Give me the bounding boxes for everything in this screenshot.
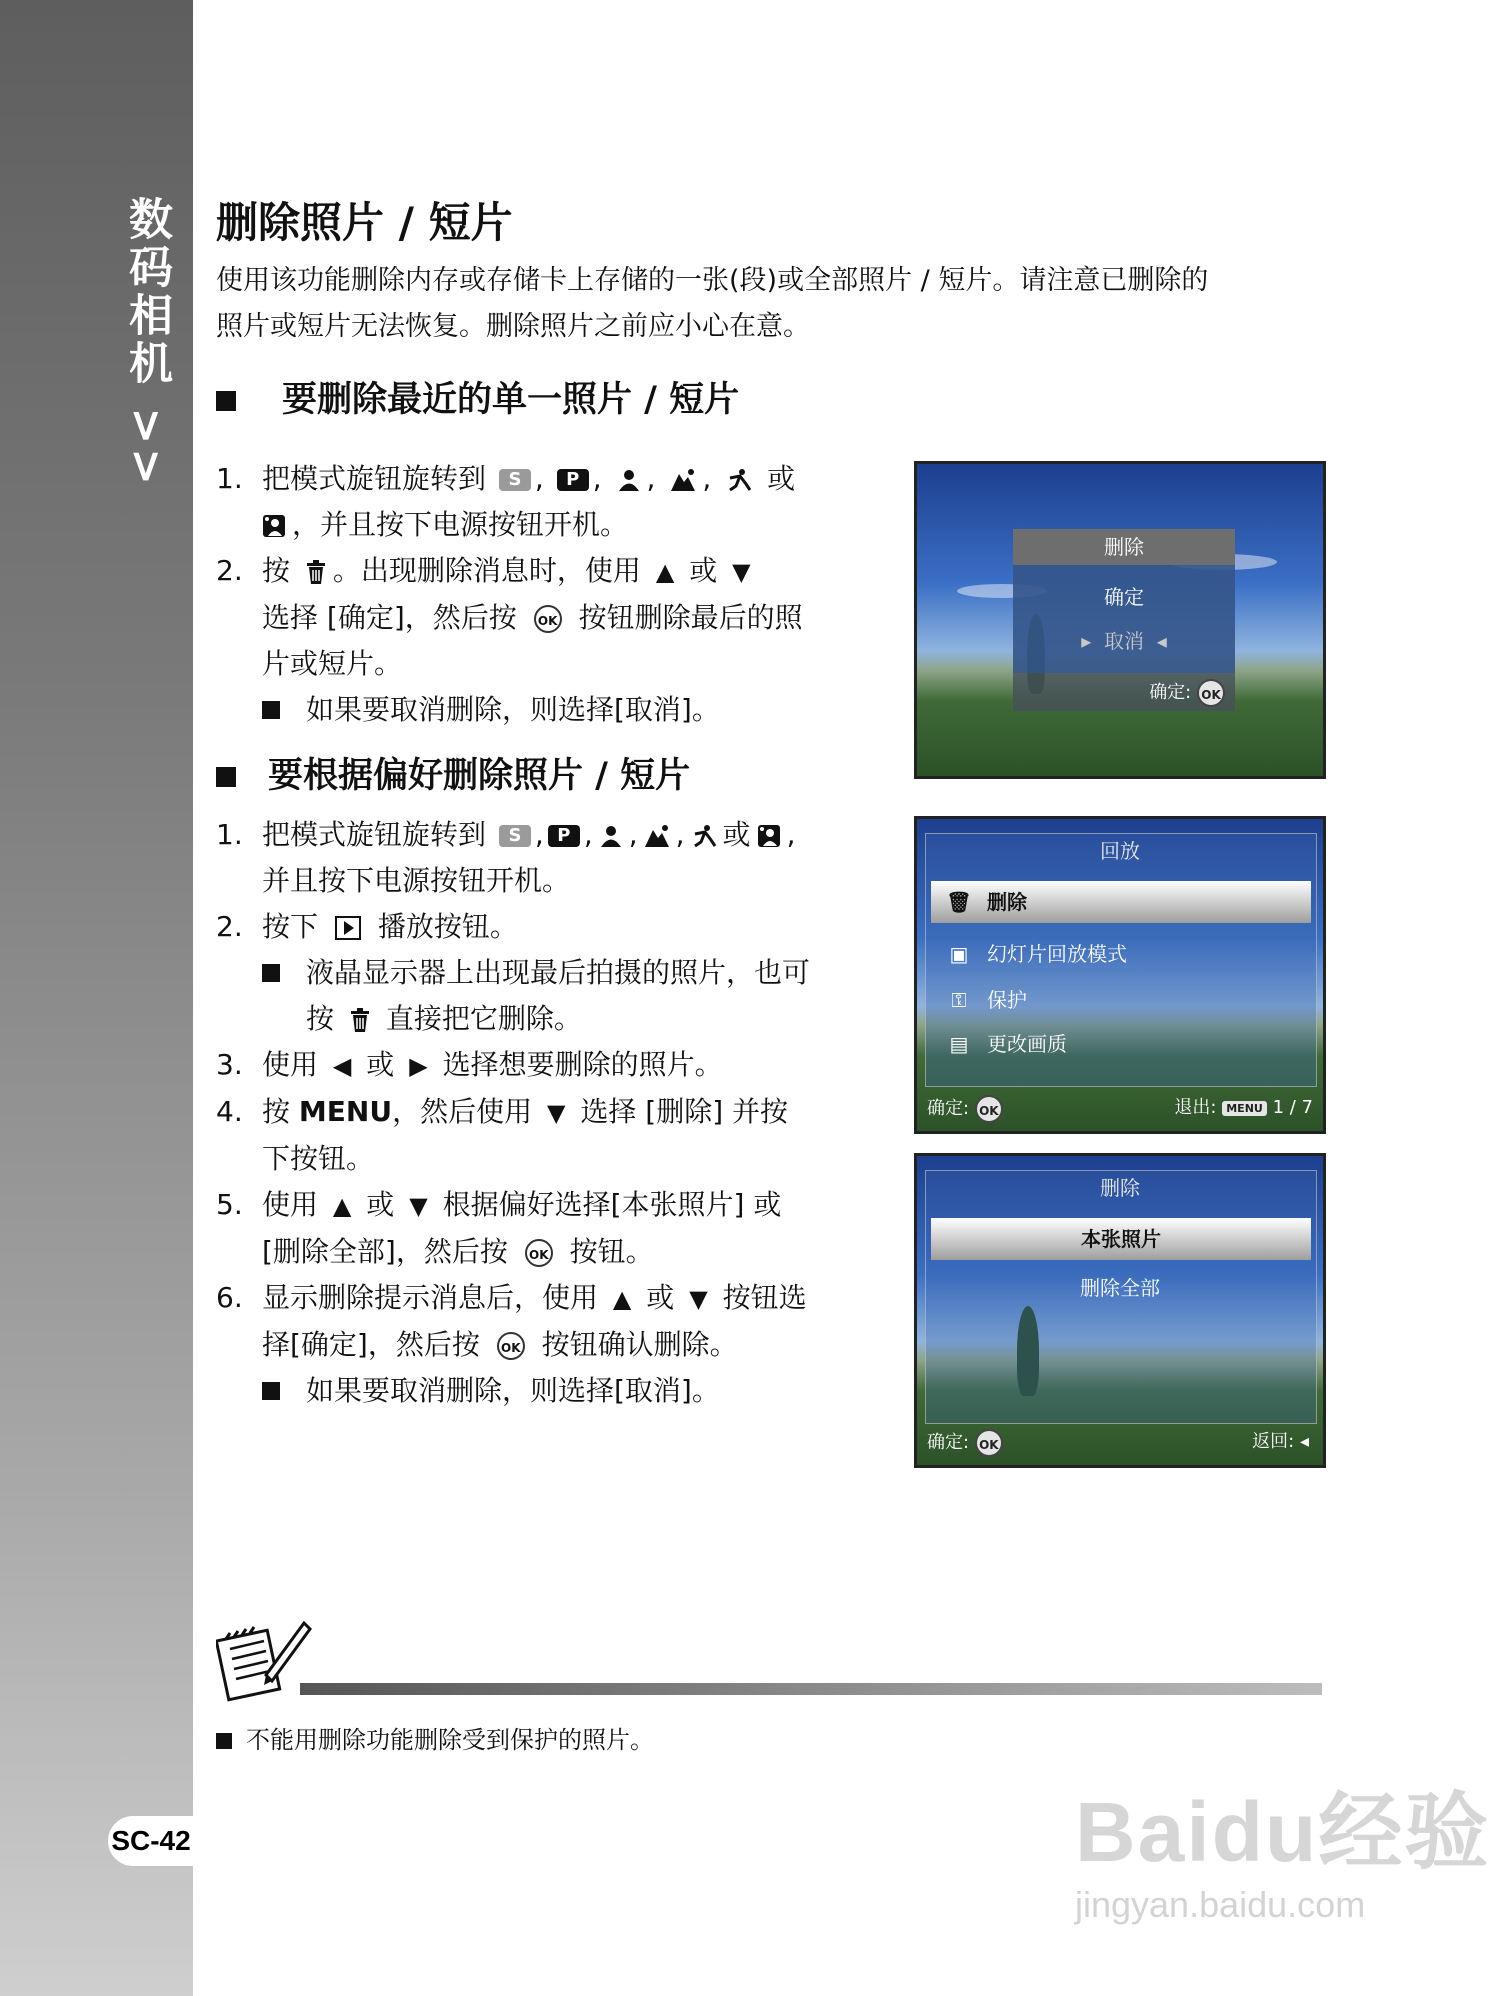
- step-text: 按: [262, 1095, 291, 1128]
- section-heading-single: [216, 372, 739, 422]
- step-text: 选择 [删除] 并按下按钮。: [262, 1095, 789, 1175]
- mode-s-icon: S: [499, 469, 531, 491]
- menu-item-protect[interactable]: [931, 983, 1027, 1017]
- dialog-body: [1013, 565, 1235, 673]
- step-text: 或: [646, 1281, 675, 1314]
- step-number: 1.: [216, 462, 243, 495]
- menu-item-label: 幻灯片回放模式: [987, 942, 1127, 966]
- note-item: [262, 1368, 816, 1414]
- step: [216, 548, 816, 687]
- screen-delete-menu: [914, 1153, 1326, 1468]
- ok-button-icon: OK: [534, 605, 562, 633]
- portrait-icon: [599, 824, 623, 848]
- left-arrow-icon: ◀: [332, 1052, 352, 1080]
- ok-button-icon[interactable]: OK: [975, 1429, 1003, 1457]
- sidebar: [0, 0, 193, 1996]
- menu-item-label: 更改画质: [987, 1032, 1067, 1056]
- screen-playback-menu: [914, 816, 1326, 1134]
- step-text: 按钮确认删除。: [541, 1328, 738, 1361]
- mode-p-icon: P: [557, 469, 589, 491]
- menu-item-delete[interactable]: [931, 881, 1311, 923]
- play-icon: [335, 916, 361, 940]
- menu-item-quality[interactable]: [931, 1027, 1067, 1061]
- step-text: 。出现删除消息时，使用: [332, 554, 641, 587]
- footer-label: 确定:: [1149, 682, 1192, 703]
- page-number: SC-42: [108, 1816, 194, 1866]
- watermark-logo: Baidu经验: [1075, 1785, 1491, 1879]
- footer-label: 确定:: [927, 1098, 970, 1119]
- screen-delete-confirm: [914, 461, 1326, 779]
- key-icon: ⚿: [951, 988, 967, 1012]
- step-number: 2.: [216, 554, 243, 587]
- step-text: 或: [366, 1048, 395, 1081]
- step: [216, 1275, 816, 1368]
- page-title: 删除照片 / 短片: [216, 198, 513, 247]
- step-text: 根据偏好选择[本张照片] 或[删除全部]，然后按: [262, 1188, 782, 1268]
- menu-title: 删除: [1100, 1176, 1140, 1200]
- section-heading-text: 要删除最近的单一照片 / 短片: [282, 380, 740, 420]
- up-arrow-icon: ▲: [332, 1192, 352, 1220]
- night-portrait-icon: [262, 514, 286, 538]
- note-text: 如果要取消删除，则选择[取消]。: [306, 1374, 720, 1407]
- step-text: 播放按钮。: [377, 910, 518, 943]
- step-text: 或: [689, 554, 718, 587]
- step: [216, 904, 816, 950]
- step-number: 1.: [216, 818, 243, 851]
- ok-button-icon[interactable]: OK: [975, 1095, 1003, 1123]
- step-text: 或: [722, 818, 751, 851]
- down-arrow-icon: ▼: [689, 1285, 708, 1313]
- page-indicator: 1 / 7: [1272, 1097, 1313, 1118]
- menu-key-text: MENU: [298, 1095, 393, 1128]
- down-arrow-icon: ▼: [732, 558, 751, 586]
- down-arrow-icon: ▼: [547, 1099, 566, 1127]
- step-text: 显示删除提示消息后，使用: [262, 1281, 599, 1314]
- section2-steps: [216, 812, 816, 1414]
- watermark-url: jingyan.baidu.com: [1075, 1884, 1366, 1925]
- left-arrow-icon: ◂: [1144, 629, 1167, 653]
- step-text: 选择 [确定]，然后按: [262, 601, 517, 634]
- right-arrow-icon: ▸: [1081, 629, 1104, 653]
- step-text: 或: [366, 1188, 395, 1221]
- menu-item-label: 保护: [987, 988, 1027, 1012]
- step-text: 把模式旋钮旋转到: [262, 818, 487, 851]
- trash-icon: [349, 1007, 371, 1033]
- section-heading-preference: [216, 748, 690, 798]
- landscape-icon: [644, 824, 670, 848]
- square-bullet-icon: [262, 701, 280, 719]
- square-bullet-icon: [216, 767, 236, 787]
- footer-label: 确定:: [927, 1432, 970, 1453]
- right-arrow-icon: ▶: [409, 1052, 428, 1080]
- ok-button-icon: OK: [525, 1239, 553, 1267]
- ok-button-icon[interactable]: OK: [1197, 679, 1225, 707]
- section1-steps: [216, 456, 816, 733]
- landscape-icon: [670, 468, 696, 492]
- intro-paragraph: [216, 258, 1336, 350]
- down-arrow-icon: ▼: [409, 1192, 428, 1220]
- sidebar-label: 数码相机 >>: [121, 196, 172, 490]
- step-text: 按钮选择[确定]，然后按: [262, 1281, 807, 1361]
- step: [216, 1182, 816, 1275]
- note-item: [262, 687, 816, 733]
- menu-item-label: 删除: [987, 890, 1027, 914]
- menu-item-slideshow[interactable]: [931, 937, 1127, 971]
- trash-icon: [305, 559, 327, 585]
- intro-line: 使用该功能删除内存或存储卡上存储的一张(段)或全部照片 / 短片。请注意已删除的: [216, 265, 1209, 296]
- back-arrow-icon: ◂: [1299, 1431, 1309, 1452]
- mode-p-icon: P: [548, 825, 580, 847]
- step-text: 按钮删除最后的照片或短片。: [262, 601, 803, 680]
- step: [216, 1042, 816, 1089]
- note-item: [216, 1720, 654, 1755]
- step-text: 选择想要删除的照片。: [442, 1048, 723, 1081]
- trash-icon: 🗑: [946, 890, 972, 914]
- note-text: 直接把它删除。: [385, 1002, 582, 1035]
- cancel-option[interactable]: [1013, 619, 1235, 663]
- section-heading-text: 要根据偏好删除照片 / 短片: [268, 756, 691, 796]
- up-arrow-icon: ▲: [655, 558, 675, 586]
- step-text: 按下: [262, 910, 319, 943]
- slideshow-icon: ▣: [949, 942, 969, 966]
- menu-title: 回放: [1100, 839, 1140, 863]
- step-text: 按钮。: [569, 1235, 654, 1268]
- sports-icon: [726, 468, 752, 492]
- image-quality-icon: ▤: [949, 1032, 969, 1056]
- square-bullet-icon: [216, 391, 236, 411]
- sports-icon: [691, 824, 717, 848]
- ok-button-icon: OK: [497, 1332, 525, 1360]
- menu-footer-right: [1174, 1093, 1313, 1119]
- menu-footer-left: [927, 1428, 1003, 1457]
- up-arrow-icon: ▲: [612, 1285, 632, 1313]
- menu-item-this-photo[interactable]: 本张照片: [931, 1218, 1311, 1260]
- step-text: ，然后使用: [392, 1095, 533, 1128]
- step-text: 使用: [262, 1048, 319, 1081]
- step-number: 5.: [216, 1188, 243, 1221]
- cancel-option-label: 取消: [1104, 629, 1144, 653]
- confirm-option[interactable]: 确定: [1104, 585, 1144, 609]
- night-portrait-icon: [757, 824, 781, 848]
- step-number: 3.: [216, 1048, 243, 1081]
- note-text: 如果要取消删除，则选择[取消]。: [306, 693, 720, 726]
- step: 1. 把模式旋钮旋转到 S , P , , , 或 , 并且按下电源按钮开机。: [216, 812, 816, 904]
- step-text: ，并且按下电源按钮开机。: [292, 508, 629, 541]
- dialog-title: 删除: [1013, 529, 1235, 565]
- step-number: 6.: [216, 1281, 243, 1314]
- step-text: 把模式旋钮旋转到: [262, 462, 487, 495]
- intro-line: 照片或短片无法恢复。删除照片之前应小心在意。: [216, 311, 810, 342]
- footer-label: 返回:: [1252, 1431, 1295, 1452]
- step-text: 或: [767, 462, 796, 495]
- note-item: [262, 950, 816, 1042]
- step-text: 按: [262, 554, 291, 587]
- step-text: 并且按下电源按钮开机。: [262, 864, 571, 897]
- delete-dialog: [1013, 529, 1235, 711]
- portrait-icon: [617, 468, 641, 492]
- menu-footer-left: [927, 1094, 1003, 1123]
- step: [216, 1089, 816, 1182]
- dialog-footer: [1149, 678, 1225, 707]
- mode-s-icon: S: [499, 825, 531, 847]
- square-bullet-icon: [262, 1382, 280, 1400]
- menu-button-icon[interactable]: MENU: [1222, 1101, 1267, 1116]
- menu-item-delete-all[interactable]: 删除全部: [1080, 1276, 1160, 1300]
- step: 1. 把模式旋钮旋转到 S , P , , , 或 ，并且按下电源按钮开机。: [216, 456, 816, 548]
- note-text: 不能用删除功能删除受到保护的照片。: [246, 1726, 654, 1754]
- menu-footer-right: [1252, 1427, 1309, 1453]
- square-bullet-icon: [262, 964, 280, 982]
- step-text: 使用: [262, 1188, 319, 1221]
- note-text: 液晶显示器上出现最后拍摄的照片，也可按: [306, 956, 811, 1035]
- step-number: 4.: [216, 1095, 243, 1128]
- note-divider: [300, 1683, 1322, 1695]
- square-bullet-icon: [216, 1733, 232, 1749]
- step-number: 2.: [216, 910, 243, 943]
- footer-label: 退出:: [1174, 1097, 1217, 1118]
- notepad-pencil-icon: [216, 1615, 312, 1705]
